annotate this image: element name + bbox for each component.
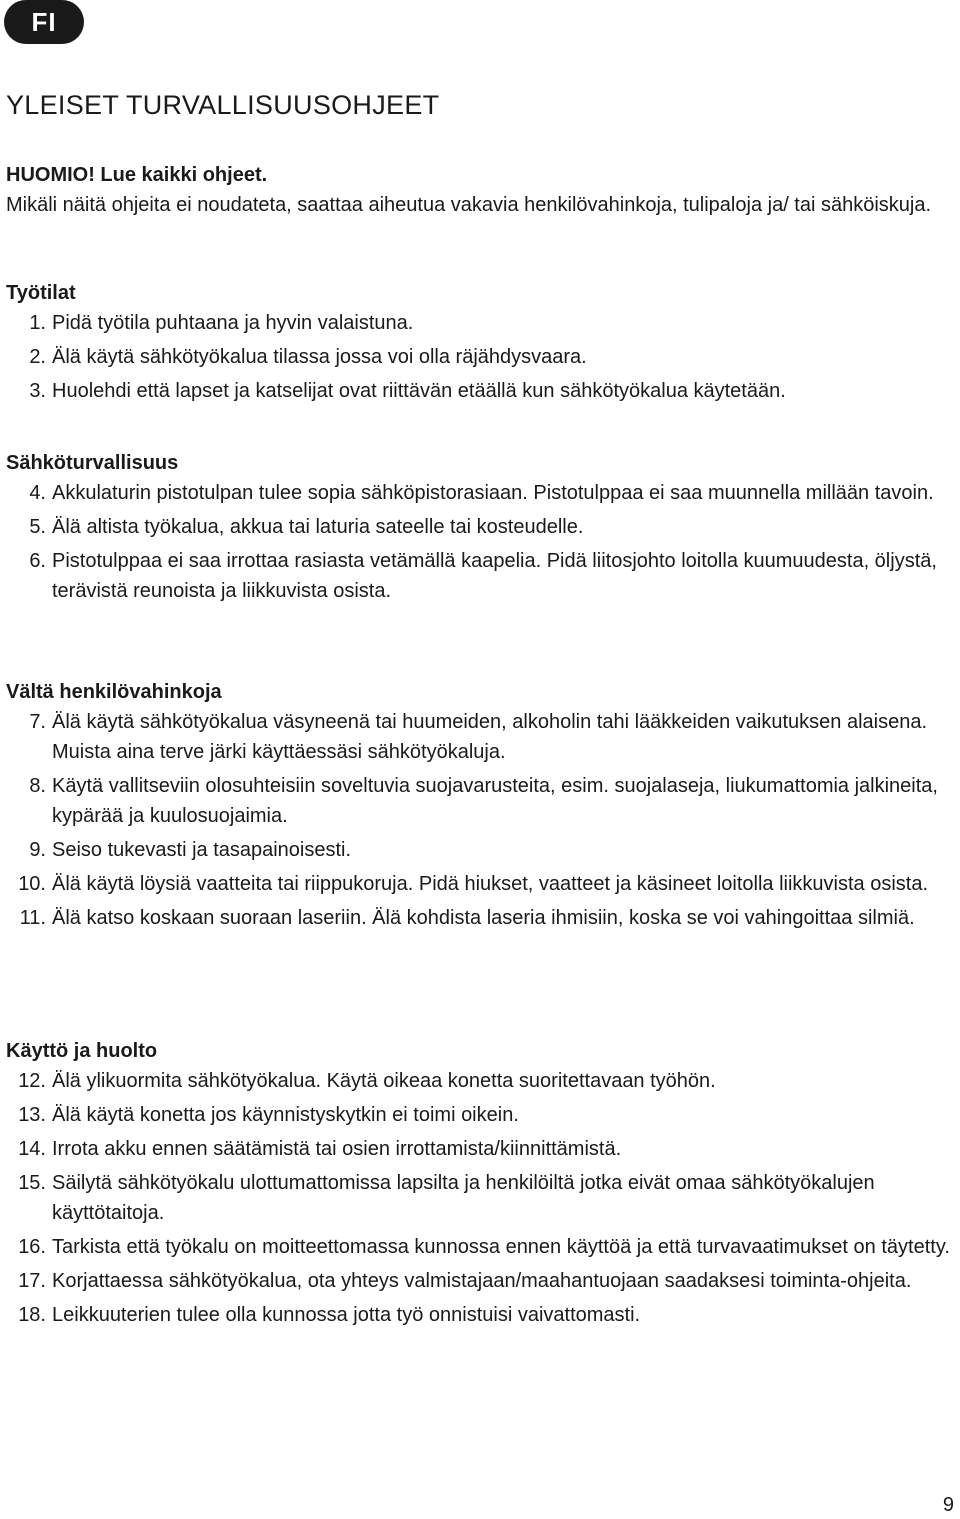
item-text: Älä käytä sähkötyökalua väsyneenä tai huumeiden, alkoholin tahi lääkkeiden vaikutuksen alaisena. Muista aina terve järki käyttäessäsi sähkötyökaluja. <box>52 711 928 763</box>
section-heading: Sähköturvallisuus <box>6 452 179 474</box>
list-item <box>6 835 951 865</box>
warning-block <box>6 160 951 220</box>
item-number: 11. <box>19 907 46 929</box>
item-text: Älä käytä konetta jos käynnistyskytkin ei toimi oikein. <box>52 1104 519 1126</box>
list-item <box>6 1232 951 1262</box>
item-number: 3. <box>29 380 46 402</box>
item-text: Tarkista että työkalu on moitteettomassa kunnossa ennen käyttöä ja että turvavaatimukset on täytetty. <box>52 1236 950 1258</box>
item-number: 17. <box>18 1270 46 1292</box>
item-text: Käytä vallitseviin olosuhteisiin soveltuvia suojavarusteita, esim. suojalaseja, liukumattomia jalkineita, kypärää ja kuulosuojaimia. <box>52 775 938 827</box>
section-use-and-maintenance <box>6 1036 951 1334</box>
item-list <box>6 308 951 406</box>
item-number: 8. <box>29 775 46 797</box>
page-title: YLEISET TURVALLISUUSOHJEET <box>6 90 440 120</box>
item-number: 9. <box>29 839 46 861</box>
warning-heading: HUOMIO! Lue kaikki ohjeet. <box>6 164 268 186</box>
item-number: 13. <box>18 1104 46 1126</box>
list-item <box>6 478 951 508</box>
section-electrical-safety <box>6 448 951 610</box>
list-item <box>6 869 951 899</box>
list-item <box>6 707 951 767</box>
item-text: Älä altista työkalua, akkua tai laturia sateelle tai kosteudelle. <box>52 516 584 538</box>
item-text: Älä käytä sähkötyökalua tilassa jossa voi olla räjähdysvaara. <box>52 346 587 368</box>
list-item <box>6 308 951 338</box>
list-item <box>6 376 951 406</box>
list-item <box>6 546 951 606</box>
language-badge: FI <box>4 0 84 44</box>
item-number: 6. <box>29 550 46 572</box>
item-text: Pistotulppaa ei saa irrottaa rasiasta vetämällä kaapelia. Pidä liitosjohto loitolla kuumuudesta, öljystä, terävistä reunoista ja liikkuvista osista. <box>52 550 937 602</box>
item-number: 16. <box>18 1236 46 1258</box>
item-number: 15. <box>18 1172 46 1194</box>
warning-text: Mikäli näitä ohjeita ei noudateta, saattaa aiheutua vakavia henkilövahinkoja, tulipaloja ja/ tai sähköiskuja. <box>6 194 932 216</box>
list-item <box>6 1266 951 1296</box>
item-text: Irrota akku ennen säätämistä tai osien irrottamista/kiinnittämistä. <box>52 1138 622 1160</box>
list-item <box>6 1100 951 1130</box>
section-heading: Käyttö ja huolto <box>6 1040 158 1062</box>
item-number: 2. <box>29 346 46 368</box>
list-item <box>6 1300 951 1330</box>
list-item <box>6 342 951 372</box>
list-item <box>6 1168 951 1228</box>
item-list <box>6 707 951 933</box>
item-text: Säilytä sähkötyökalu ulottumattomissa lapsilta ja henkilöiltä jotka eivät omaa sähkötyökalujen käyttötaitoja. <box>52 1172 875 1224</box>
section-heading: Työtilat <box>6 282 76 304</box>
item-number: 10. <box>18 873 46 895</box>
item-list <box>6 1066 951 1330</box>
item-number: 1. <box>29 312 46 334</box>
item-number: 7. <box>29 711 46 733</box>
item-number: 14. <box>18 1138 46 1160</box>
list-item <box>6 512 951 542</box>
item-number: 18. <box>18 1304 46 1326</box>
list-item <box>6 771 951 831</box>
item-text: Huolehdi että lapset ja katselijat ovat riittävän etäällä kun sähkötyökalua käytetään. <box>52 380 786 402</box>
item-number: 4. <box>29 482 46 504</box>
page-number: 9 <box>942 1494 954 1516</box>
section-personal-safety <box>6 677 951 937</box>
section-work-area <box>6 278 951 410</box>
list-item <box>6 1066 951 1096</box>
item-text: Älä katso koskaan suoraan laseriin. Älä kohdista laseria ihmisiin, koska se voi vahingoittaa silmiä. <box>52 907 915 929</box>
item-text: Pidä työtila puhtaana ja hyvin valaistuna. <box>52 312 414 334</box>
item-number: 5. <box>29 516 46 538</box>
list-item <box>6 1134 951 1164</box>
item-text: Akkulaturin pistotulpan tulee sopia sähköpistorasiaan. Pistotulppaa ei saa muunnella millään tavoin. <box>52 482 934 504</box>
item-text: Korjattaessa sähkötyökalua, ota yhteys valmistajaan/maahantuojaan saadaksesi toiminta-ohjeita. <box>52 1270 912 1292</box>
section-heading: Vältä henkilövahinkoja <box>6 681 222 703</box>
item-text: Leikkuuterien tulee olla kunnossa jotta työ onnistuisi vaivattomasti. <box>52 1304 641 1326</box>
item-text: Älä käytä löysiä vaatteita tai riippukoruja. Pidä hiukset, vaatteet ja käsineet loitolla liikkuvista osista. <box>52 873 929 895</box>
item-text: Seiso tukevasti ja tasapainoisesti. <box>52 839 352 861</box>
item-number: 12. <box>18 1070 46 1092</box>
item-text: Älä ylikuormita sähkötyökalua. Käytä oikeaa konetta suoritettavaan työhön. <box>52 1070 716 1092</box>
list-item <box>6 903 951 933</box>
item-list <box>6 478 951 606</box>
